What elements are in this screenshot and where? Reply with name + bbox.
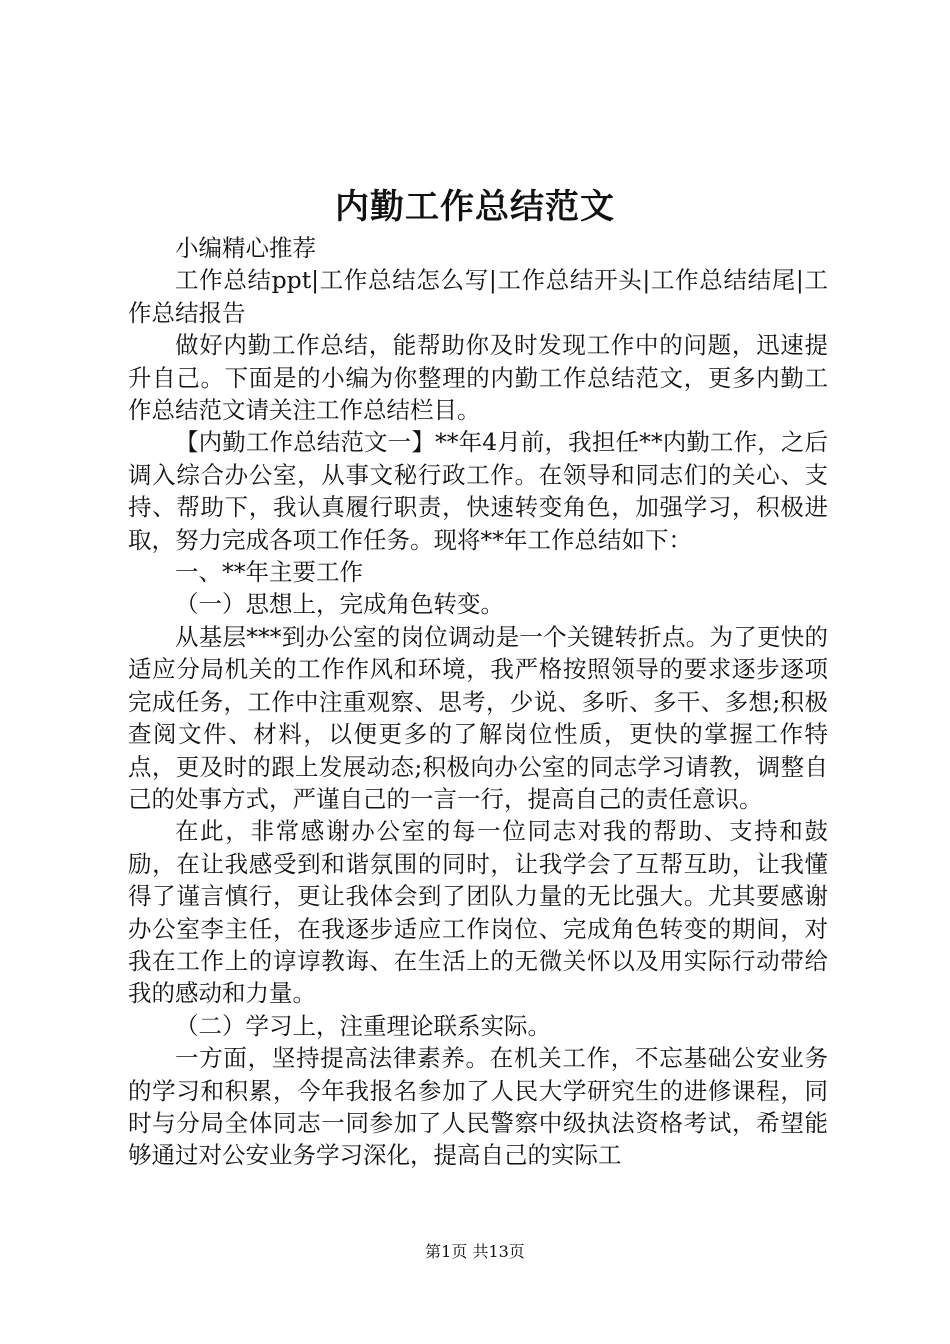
paragraph-topic-links: 工作总结ppt|工作总结怎么写|工作总结开头|工作总结结尾|工作总结报告 (128, 266, 828, 327)
paragraph-intro: 做好内勤工作总结，能帮助你及时发现工作中的问题，迅速提升自己。下面是的小编为你整理的内勤工作总结范文，更多内勤工作总结范文请关注工作总结栏目。 (128, 331, 828, 425)
heading-study: （二）学习上，注重理论联系实际。 (175, 1011, 551, 1040)
heading-main-work: 一、**年主要工作 (175, 558, 363, 587)
heading-thought: （一）思想上，完成角色转变。 (175, 590, 504, 619)
paragraph-law-study: 一方面，坚持提高法律素养。在机关工作，不忘基础公安业务的学习和积累，今年我报名参加了人民大学研究生的进修课程，同时与分局全体同志一同参加了人民警察中级执法资格考试，希望能够通过对公安业务学习深化，提高自己的实际工 (128, 1044, 828, 1170)
document-body (128, 232, 828, 1172)
paragraph-thanks: 在此，非常感谢办公室的每一位同志对我的帮助、支持和鼓励，在让我感受到和谐氛围的同时，让我学会了互帮互助，让我懂得了谨言慎行，更让我体会到了团队力量的无比强大。尤其要感谢办公室李主任，在我逐步适应工作岗位、完成角色转变的期间，对我在工作上的谆谆教诲、在生活上的无微关怀以及用实际行动带给我的感动和力量。 (128, 817, 828, 1008)
document-title: 内勤工作总结范文 (335, 187, 615, 227)
page-footer: 第1页 共13页 (425, 1242, 525, 1261)
paragraph-recommend: 小编精心推荐 (175, 234, 316, 262)
paragraph-sample-one: 【内勤工作总结范文一】**年4月前，我担任**内勤工作，之后调入综合办公室，从事文秘行政工作。在领导和同志们的关心、支持、帮助下，我认真履行职责，快速转变角色，加强学习，积极进取，努力完成各项工作任务。现将**年工作总结如下： (128, 428, 828, 554)
paragraph-transfer: 从基层***到办公室的岗位调动是一个关键转折点。为了更快的适应分局机关的工作作风和环境，我严格按照领导的要求逐步逐项完成任务，工作中注重观察、思考，少说、多听、多干、多想;积极查阅文件、材料，以便更多的了解岗位性质，更快的掌握工作特点，更及时的跟上发展动态;积极向办公室的同志学习请教，调整自己的处事方式，严谨自己的一言一行，提高自己的责任意识。 (128, 622, 828, 813)
